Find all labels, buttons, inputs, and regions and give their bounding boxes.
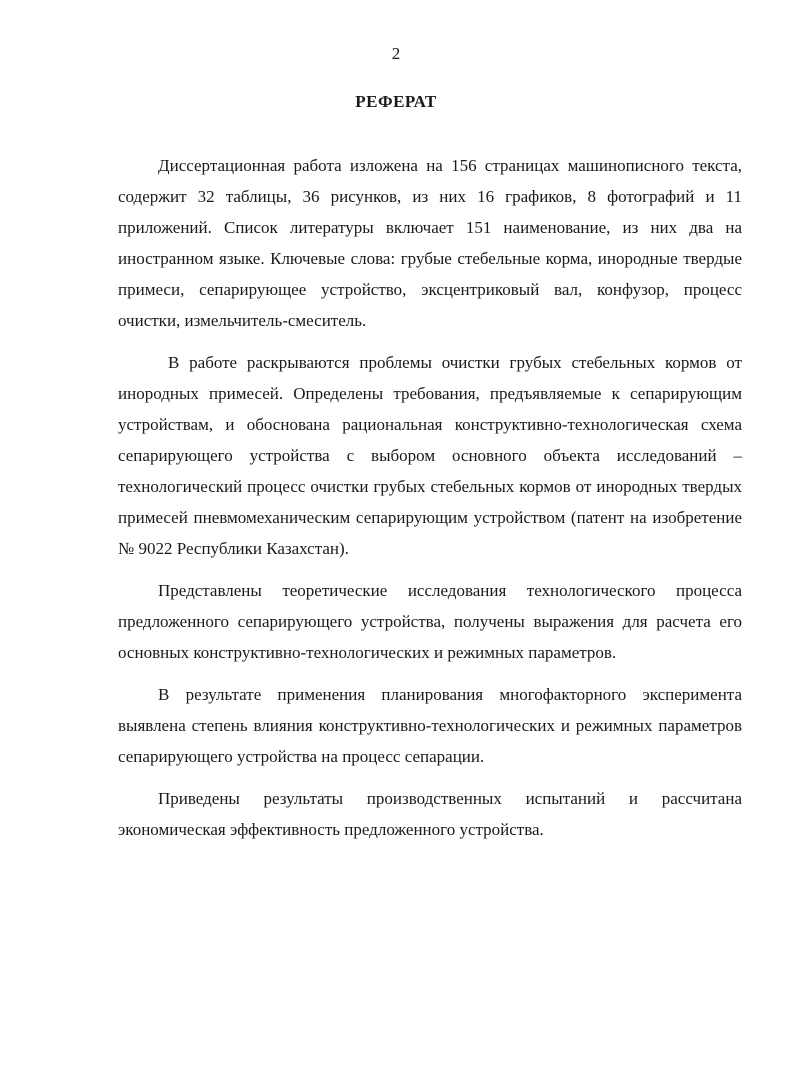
paragraph-experiment: В результате применения планирования многофакторного эксперимента выявлена степень влияния конструктивно-технологических и режимных параметров сепарирующего устройства на процесс сепарации. bbox=[118, 685, 742, 766]
paragraph-results: Приведены результаты производственных испытаний и рассчитана экономическая эффективность предложенного устройства. bbox=[118, 789, 742, 839]
paragraph-theory: Представлены теоретические исследования технологического процесса предложенного сепарирующего устройства, получены выражения для расчета его основных конструктивно-технологических и режимных параметров. bbox=[118, 581, 742, 662]
paragraph-problem: В работе раскрываются проблемы очистки грубых стебельных кормов от инородных примесей. Определены требования, предъявляемые к сепарирующим устройствам, и обоснована рациональная конструктивно-технологическая схема сепарирующего устройства с выбором основного объекта исследований – технологический процесс очистки грубых стебельных кормов от инородных твердых примесей пневмомеханическим сепарирующим устройством (патент на изобретение № 9022 Республики Казахстан). bbox=[118, 353, 742, 558]
abstract-body bbox=[118, 150, 742, 845]
page-title: РЕФЕРАТ bbox=[355, 92, 437, 111]
page-number: 2 bbox=[391, 44, 401, 63]
paragraph-summary: Диссертационная работа изложена на 156 страницах машинописного текста, содержит 32 таблицы, 36 рисунков, из них 16 графиков, 8 фотографий и 11 приложений. Список литературы включает 151 наименование, из них два на иностранном языке. Ключевые слова: грубые стебельные корма, инородные твердые примеси, сепарирующее устройство, эксцентриковый вал, конфузор, процесс очистки, измельчитель-смеситель. bbox=[118, 156, 742, 330]
